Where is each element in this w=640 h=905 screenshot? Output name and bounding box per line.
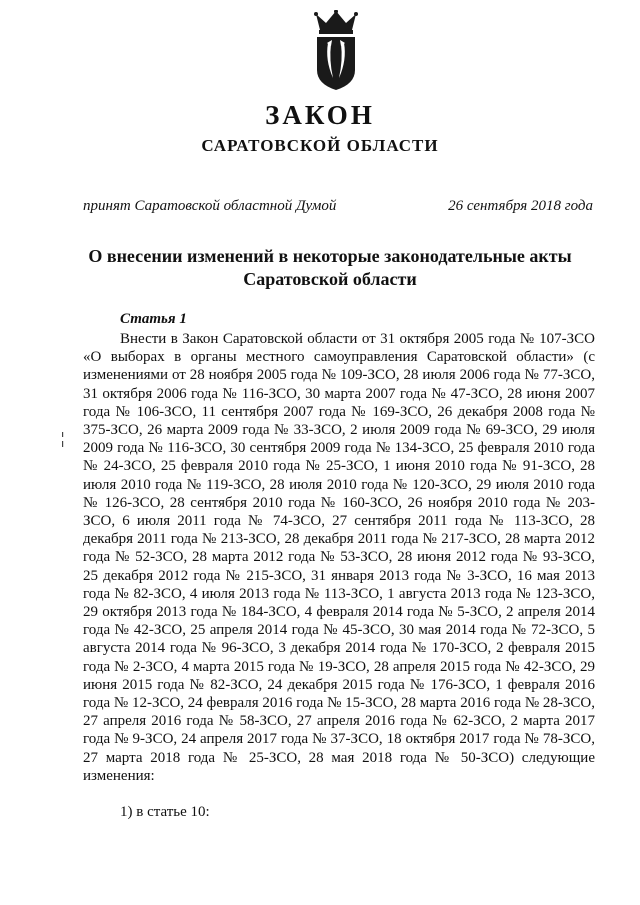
scan-mark — [62, 432, 64, 448]
law-title: О внесении изменений в некоторые законодательные акты Саратовской области — [88, 246, 572, 289]
article-paragraph: Внести в Закон Саратовской области от 31 октября 2005 года № 107-ЗСО «О выборах в органы местного самоуправления Саратовской области» (с изменениями от 28 ноября 2005 года № 109-ЗСО, 28 июля 2006 года № 77-ЗСО, 31 октября 2006 года № 116-ЗСО, 30 марта 2007 года № 47-ЗСО, 28 июня 2007 года № 106-ЗСО, 11 сентября 2007 года № 169-ЗСО, 26 декабря 2008 года № 375-ЗСО, 26 марта 2009 года № 33-ЗСО, 2 июля 2009 года № 69-ЗСО, 29 июля 2009 года № 116-ЗСО, 30 сентября 2009 года № 134-ЗСО, 25 февраля 2010 года № 24-ЗСО, 25 февраля 2010 года № 25-ЗСО, 1 июня 2010 года № 91-ЗСО, 28 июля 2010 года № 119-ЗСО, 28 июля 2010 года № 120-ЗСО, 29 июля 2010 года № 126-ЗСО, 28 сентября 2010 года № 160-ЗСО, 26 ноября 2010 года № 203-ЗСО, 6 июля 2011 года № 74-ЗСО, 27 сентября 2011 года № 113-ЗСО, 28 декабря 2011 года № 213-ЗСО, 28 декабря 2011 года № 217-ЗСО, 28 марта 2012 года № 52-ЗСО, 28 марта 2012 года № 53-ЗСО, 28 июня 2012 года № 93-ЗСО, 25 декабря 2012 года № 215-ЗСО, 31 января 2013 года № 3-ЗСО, 16 мая 2013 года № 82-ЗСО, 4 июля 2013 года № 113-ЗСО, 1 августа 2013 года № 123-ЗСО, 29 октября 2013 года № 184-ЗСО, 4 февраля 2014 года № 5-ЗСО, 2 апреля 2014 года № 42-ЗСО, 25 апреля 2014 года № 45-ЗСО, 30 мая 2014 года № 72-ЗСО, 5 августа 2014 года № 96-ЗСО, 3 декабря 2014 года № 170-ЗСО, 2 февраля 2015 года № 2-ЗСО, 4 марта 2015 года № 19-ЗСО, 28 апреля 2015 года № 42-ЗСО, 29 июня 2015 года № 82-ЗСО, 24 декабря 2015 года № 176-ЗСО, 1 февраля 2016 года № 12-ЗСО, 24 февраля 2016 года № 15-ЗСО, 28 марта 2016 года № 28-ЗСО, 27 апреля 2016 года № 58-ЗСО, 27 апреля 2016 года № 62-ЗСО, 2 марта 2017 года № 9-ЗСО, 24 апреля 2017 года № 37-ЗСО, 18 октября 2017 года № 78-ЗСО, 27 марта 2018 года № 25-ЗСО, 28 мая 2018 года № 50-ЗСО) следующие изменения: — [83, 331, 596, 784]
adoption-date: 26 сентября 2018 года — [448, 198, 593, 214]
document-title: ЗАКОН — [265, 100, 375, 130]
document-subtitle: САРАТОВСКОЙ ОБЛАСТИ — [201, 136, 439, 155]
adopted-by: принят Саратовской областной Думой — [83, 198, 337, 214]
adoption-line — [83, 198, 593, 215]
saratov-coat-of-arms-icon — [306, 10, 366, 92]
list-item: 1) в статье 10: — [120, 804, 210, 820]
article-heading: Статья 1 — [120, 311, 187, 327]
